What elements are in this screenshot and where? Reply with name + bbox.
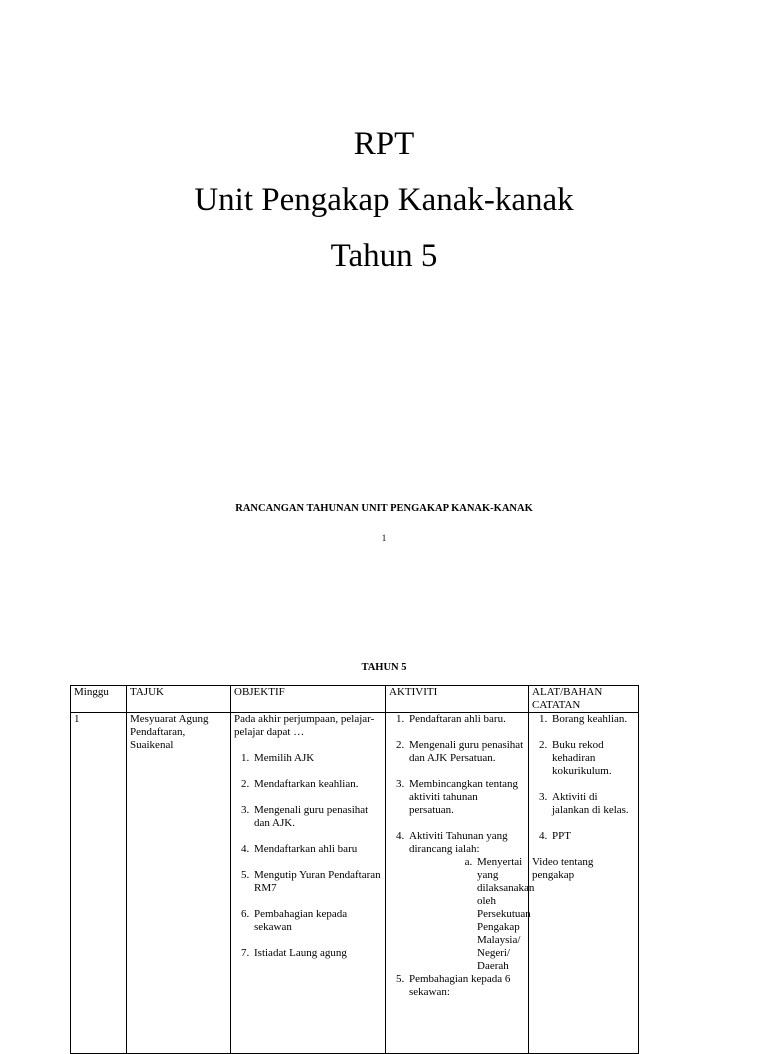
cell-aktiviti [386, 713, 535, 1054]
list-item: 3. Aktiviti di jalankan di kelas. [550, 791, 635, 817]
cell-objektif [231, 713, 386, 1054]
header-aktiviti: AKTIVITI [386, 686, 529, 713]
list-item: 2. Buku rekod kehadiran kokurikulum. [550, 739, 635, 778]
document-title-rpt: RPT [353, 126, 415, 162]
aktiviti-item-text: Aktiviti Tahunan yang dirancang ialah: [409, 830, 508, 855]
plan-subheading: RANCANGAN TAHUNAN UNIT PENGAKAP KANAK-KANAK [235, 503, 533, 514]
table-row [71, 713, 639, 1054]
list-item: 4. PPT [550, 830, 635, 843]
header-tajuk: TAJUK [127, 686, 231, 713]
alat-list [532, 713, 635, 843]
header-alat-bahan: ALAT/BAHAN CATATAN [529, 686, 639, 713]
list-item: 1. Pendaftaran ahli baru. [407, 713, 525, 726]
alat-note: Video tentang pengakap [532, 856, 594, 881]
page-number: 1 [381, 533, 387, 543]
table-header-row [71, 686, 639, 713]
annual-plan-table [70, 685, 639, 1054]
list-item: a. Menyertai yang dilaksanakan oleh Persekutuan Pengakap Malaysia/ Negeri/ Daerah [475, 856, 525, 973]
list-item [407, 830, 535, 973]
list-item: 4. Mendaftarkan ahli baru [252, 843, 382, 856]
list-item: 2. Mendaftarkan keahlian. [252, 778, 382, 791]
document-title-unit: Unit Pengakap Kanak-kanak [194, 182, 574, 218]
list-item: 7. Istiadat Laung agung [252, 947, 382, 960]
header-minggu: Minggu [71, 686, 127, 713]
list-item: 1. Memilih AJK [252, 752, 382, 765]
aktiviti-sublist [409, 856, 535, 973]
list-item: 3. Mengenali guru penasihat dan AJK. [252, 804, 382, 830]
list-item: 2. Mengenali guru penasihat dan AJK Persatuan. [407, 739, 525, 765]
cell-tajuk: Mesyuarat Agung Pendaftaran, Suaikenal [127, 713, 231, 1054]
list-item: 5. Pembahagian kepada 6 sekawan: [407, 973, 525, 999]
table-heading: TAHUN 5 [361, 662, 407, 673]
list-item: 5. Mengutip Yuran Pendaftaran RM7 [252, 869, 382, 895]
list-item: 3. Membincangkan tentang aktiviti tahunan persatuan. [407, 778, 525, 817]
aktiviti-list [389, 713, 535, 999]
cell-minggu: 1 [71, 713, 127, 1054]
header-objektif: OBJEKTIF [231, 686, 386, 713]
objektif-list [234, 752, 382, 960]
objektif-intro: Pada akhir perjumpaan, pelajar-pelajar dapat … [234, 713, 375, 738]
cell-alat-bahan [529, 713, 639, 1054]
document-title-year: Tahun 5 [330, 238, 438, 274]
list-item: 1. Borang keahlian. [550, 713, 635, 726]
list-item: 6. Pembahagian kepada sekawan [252, 908, 382, 934]
